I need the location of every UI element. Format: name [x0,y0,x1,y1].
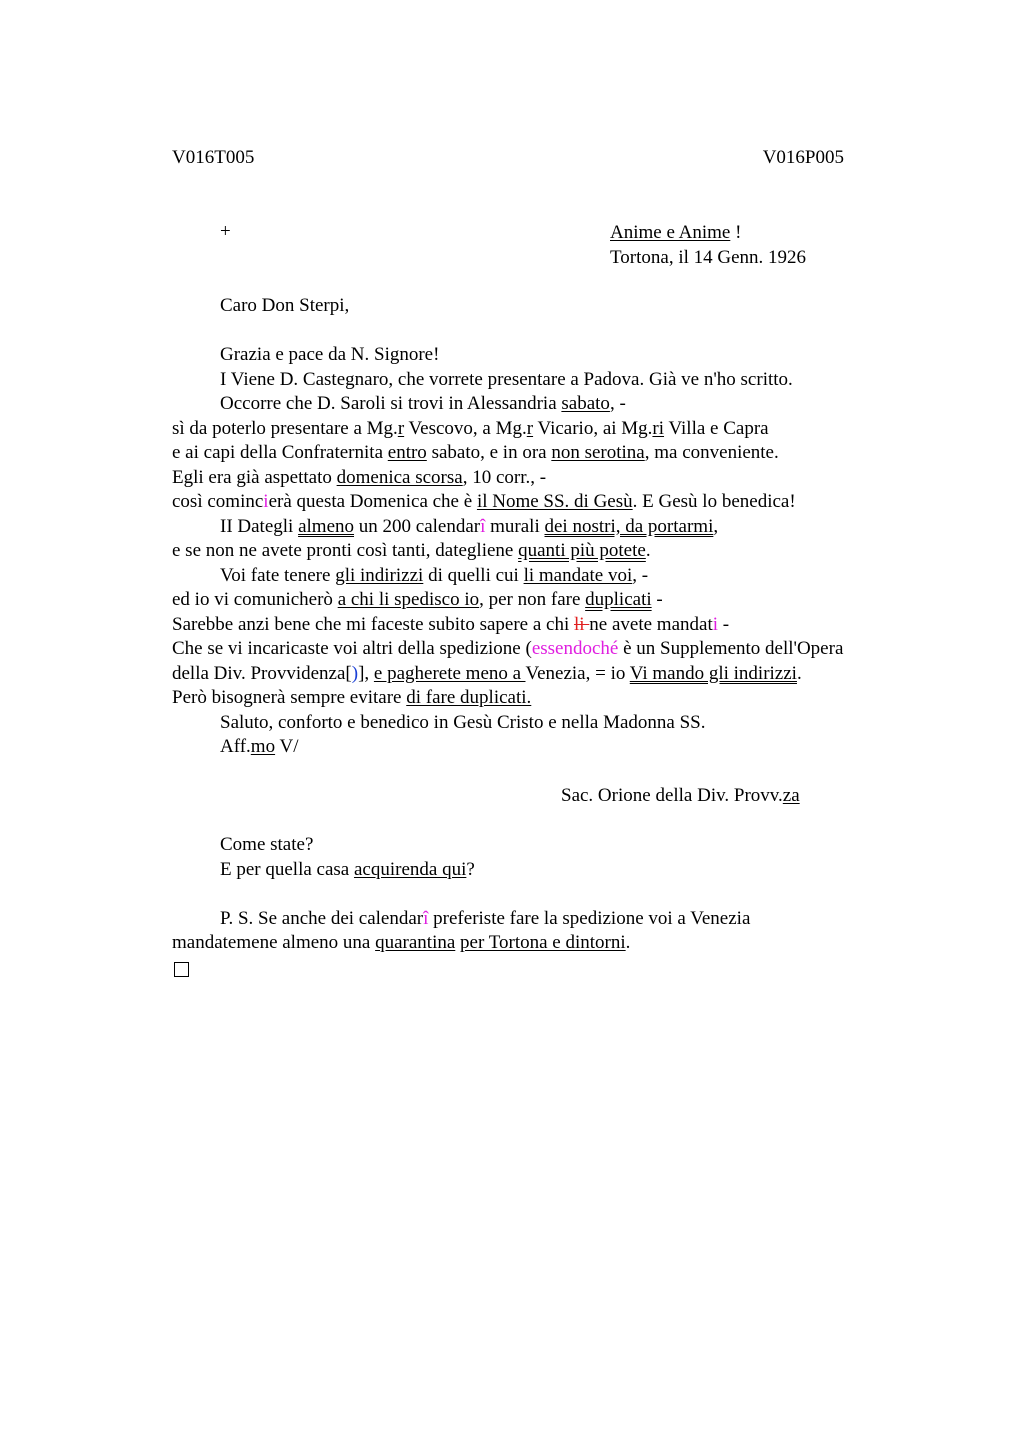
letter-heading [610,221,806,270]
end-of-document-box-icon [174,962,189,977]
greeting: Grazia e pace da N. Signore! [220,344,440,365]
body-line: Occorre che D. Saroli si trovi in Alessandria sabato, - [220,393,626,414]
letter-body [172,294,1012,980]
place-date: Tortona, il 14 Genn. 1926 [610,246,807,268]
body-line: così comincierà questa Domenica che è il Nome SS. di Gesù. E Gesù lo benedica! [172,491,796,512]
body-line: ed io vi comunicherò a chi li spedisco io, per non fare duplicati - [172,589,663,610]
body-line: e se non ne avete pronti così tanti, dategliene quanti più potete. [172,540,651,561]
body-line: Sarebbe anzi bene che mi faceste subito sapere a chi li ne avete mandati - [172,613,730,635]
ps-line: E per quella casa acquirenda qui? [220,858,475,880]
ps-line: P. S. Se anche dei calendarî preferiste fare la spedizione voi a Venezia [220,907,751,929]
motto: Anime e Anime [610,222,731,243]
body-line: II Dategli almeno un 200 calendarî murali dei nostri, da portarmi, [220,515,719,537]
body-line: sì da poterlo presentare a Mg.r Vescovo, a Mg.r Vicario, ai Mg.ri Villa e Capra [172,417,769,439]
body-line: Che se vi incaricaste voi altri della spedizione (essendoché è un Supplemento dell'Opera [172,638,844,659]
header-left-code: V016T005 [172,147,255,168]
body-line: della Div. Provvidenza[)], e pagherete meno a Venezia, = io Vi mando gli indirizzi. [172,662,802,684]
body-line: Egli era già aspettato domenica scorsa, 10 corr., - [172,466,547,488]
closing: Aff.mo V/ [220,736,299,757]
body-line: I Viene D. Castegnaro, che vorrete presentare a Padova. Già ve n'ho scritto. [220,368,793,390]
body-line: Però bisognerà sempre evitare di fare duplicati. [172,687,532,708]
struck-word: li [573,613,590,635]
ps-line: mandatemene almeno una quarantina per Tortona e dintorni. [172,932,631,953]
salutation: Caro Don Sterpi, [220,295,350,316]
signature: Sac. Orione della Div. Provv.za [561,785,800,806]
header-right-code: V016P005 [762,147,844,168]
body-line: e ai capi della Confraternita entro sabato, e in ora non serotina, ma conveniente. [172,442,779,463]
body-line: Saluto, conforto e benedico in Gesù Cristo e nella Madonna SS. [220,711,706,733]
ps-line: Come state? [220,834,314,855]
cross-symbol: + [220,221,231,242]
end-box [172,956,1012,981]
motto-line: Anime e Anime ! [610,222,742,243]
body-line: Voi fate tenere gli indirizzi di quelli cui li mandate voi, - [220,564,649,586]
